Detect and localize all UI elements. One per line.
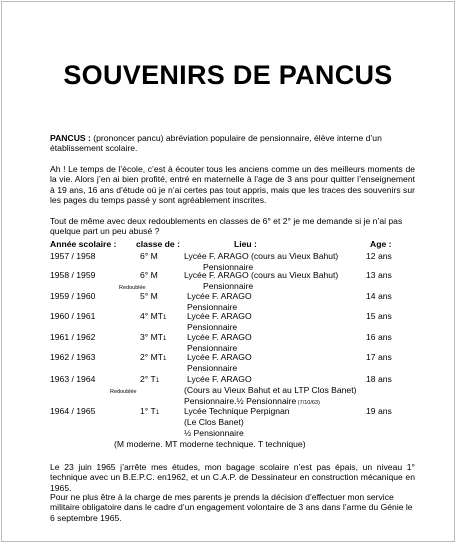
row-class-sub: 1 — [163, 356, 167, 362]
definition-text: (prononcer pancu) abréviation populaire de pensionnaire, élève interne d’un établissement scolaire. — [50, 133, 382, 154]
row-year: 1957 / 1958 — [50, 251, 96, 261]
table-row — [50, 270, 430, 291]
table-row — [50, 374, 430, 406]
document-page — [1, 1, 455, 542]
row-age: 12 ans — [366, 251, 392, 261]
row-note: Redoublée — [110, 389, 137, 395]
row-place: Lycée F. ARAGO — [187, 311, 252, 321]
row-place-extra-text: Pensionnaire.½ Pensionnaire — [184, 396, 297, 406]
row-place: Lycée F. ARAGO — [187, 291, 252, 301]
header-age: Age : — [370, 239, 392, 249]
row-note: Redoublée — [119, 285, 146, 291]
header-year: Année scolaire : — [50, 239, 117, 249]
row-place: Lycée Technique Perpignan — [184, 406, 290, 416]
row-place: Lycée F. ARAGO — [187, 352, 252, 362]
row-place-detail: Pensionnaire — [187, 302, 238, 312]
row-age: 19 ans — [366, 406, 392, 416]
table-legend — [114, 439, 455, 451]
row-year: 1961 / 1962 — [50, 332, 96, 342]
row-place-detail: Pensionnaire — [203, 281, 254, 291]
outro-paragraph: Le 23 juin 1965 j’arrête mes études, mon bagage scolaire n’est pas épais, un niveau 1° technique avec un B.E.P.C. en1962, et un C.A.P. de Dessinateur en construction mécanique en 1965. — [50, 462, 415, 493]
intro-paragraph: Ah ! Le temps de l’école, c’est à écouter tous les anciens comme un des meilleurs moments de la vie. Alors j’en ai bien profité, entré en maternelle à l’age de 3 ans pour quitter l’enseignement à 19 ans, 16 ans d’étude où je n’ai certes pas tout appris, mais que les traces des souvenirs sur les pages du temps passé y sont agréablement inscrites. — [50, 164, 415, 206]
row-place: Lycée F. ARAGO — [187, 374, 252, 384]
table-row — [50, 332, 430, 353]
table-row — [50, 291, 430, 312]
header-class: classe de : — [136, 239, 180, 249]
row-place-detail: Pensionnaire — [187, 363, 238, 373]
row-place-detail: Pensionnaire — [203, 262, 254, 272]
row-place-detail: Pensionnaire — [187, 322, 238, 332]
row-place-extra-date: (7/10/63) — [296, 400, 320, 406]
row-year: 1959 / 1960 — [50, 291, 96, 301]
row-class-text: 2° T — [140, 374, 156, 384]
row-place-extra: ½ Pensionnaire — [184, 428, 244, 438]
row-year: 1960 / 1961 — [50, 311, 96, 321]
row-class-sub: 1 — [163, 336, 167, 342]
row-age: 15 ans — [366, 311, 392, 321]
row-age: 16 ans — [366, 332, 392, 342]
row-class: 6° M — [140, 270, 158, 280]
page-title: SOUVENIRS DE PANCUS — [63, 60, 393, 90]
row-year: 1964 / 1965 — [50, 406, 96, 416]
outro-paragraph-2: Pour ne plus être à la charge de mes parents je prends la décision d’effectuer mon service militaire obligatoire dans le cadre d’un engagement volontaire de 3 ans dans l’arme du Génie le 6 septembre 1965. — [50, 492, 413, 523]
row-class-text: 1° T — [140, 406, 156, 416]
row-place: Lycée F. ARAGO — [187, 332, 252, 342]
row-class-sub: 1 — [163, 315, 167, 321]
row-class — [140, 406, 159, 419]
intro-question: Tout de même avec deux redoublements en classes de 6° et 2° je me demande si je n’ai pas quelque part un peu abusé ? — [50, 216, 403, 237]
table-row — [50, 311, 430, 332]
row-age: 13 ans — [366, 270, 392, 280]
row-class: 6° M — [140, 251, 158, 261]
row-class-text: 2° MT — [140, 352, 164, 362]
row-age: 14 ans — [366, 291, 392, 301]
row-class — [140, 332, 166, 345]
table-row — [50, 352, 430, 373]
row-class-text: 4° MT — [140, 311, 164, 321]
row-place: Lycée F. ARAGO (cours au Vieux Bahut) — [184, 251, 339, 261]
definition-term: PANCUS : — [50, 133, 91, 143]
header-place: Lieu : — [234, 239, 257, 249]
row-age: 17 ans — [366, 352, 392, 362]
row-year: 1958 / 1959 — [50, 270, 96, 280]
legend-text: (M moderne. MT moderne technique. T technique) — [114, 439, 306, 449]
row-class-sub: 1 — [155, 378, 160, 384]
table-row — [50, 406, 430, 438]
row-place-detail: (Cours au Vieux Bahut et au LTP Clos Banet) — [184, 385, 357, 395]
row-place-detail: (Le Clos Banet) — [184, 417, 244, 427]
row-class — [140, 311, 166, 324]
row-year: 1963 / 1964 — [50, 374, 96, 384]
row-class-text: 3° MT — [140, 332, 164, 342]
row-class — [140, 374, 159, 387]
row-class: 5° M — [140, 291, 158, 301]
table-row — [50, 251, 430, 272]
row-place: Lycée F. ARAGO (cours au Vieux Bahut) — [184, 270, 339, 280]
row-age: 18 ans — [366, 374, 392, 384]
definition-paragraph — [50, 133, 415, 154]
row-place-detail: Pensionnaire — [187, 343, 238, 353]
row-class-sub: 1 — [155, 410, 160, 416]
row-class — [140, 352, 166, 365]
row-year: 1962 / 1963 — [50, 352, 96, 362]
table-header — [50, 239, 430, 251]
